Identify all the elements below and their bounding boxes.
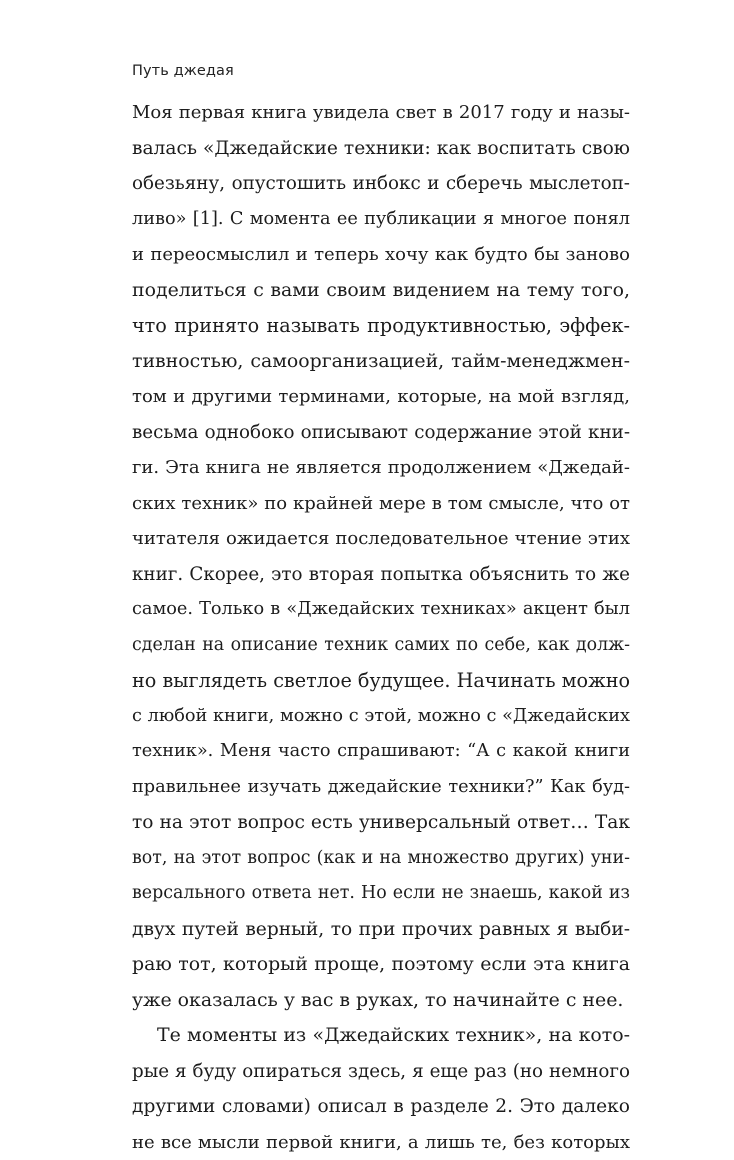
text-line: обезьяну, опустошить инбокс и сберечь мыслетоп- — [132, 166, 630, 202]
text-line: не все мысли первой книги, а лишь те, без которых — [132, 1125, 630, 1160]
text-line: и переосмыслил и теперь хочу как будто бы заново — [132, 237, 630, 273]
text-line: читателя ожидается последовательное чтение этих — [132, 521, 630, 557]
text-line: вот, на этот вопрос (как и на множество других) уни- — [132, 841, 630, 877]
text-line: что принято называть продуктивностью, эффек- — [132, 308, 630, 344]
text-line: то на этот вопрос есть универсальный ответ… Так — [132, 805, 630, 841]
text-line: Те моменты из «Джедайских техник», на кото- — [132, 1018, 630, 1054]
text-line: ги. Эта книга не является продолжением «Джедай- — [132, 450, 630, 486]
text-line: тивностью, самоорганизацией, тайм-менеджмен- — [132, 344, 630, 380]
paragraph-1 — [132, 95, 630, 1018]
text-line: самое. Только в «Джедайских техниках» акцент был — [132, 592, 630, 628]
paragraph-2 — [132, 1018, 630, 1160]
text-line: техник». Меня часто спрашивают: “А с какой книги — [132, 734, 630, 770]
text-line: книг. Скорее, это вторая попытка объяснить то же — [132, 557, 630, 593]
text-line: раю тот, который проще, поэтому если эта книга — [132, 947, 630, 983]
text-line: правильнее изучать джедайские техники?” Как буд- — [132, 770, 630, 806]
text-line: сделан на описание техник самих по себе, как долж- — [132, 628, 630, 664]
text-line: поделиться с вами своим видением на тему того, — [132, 273, 630, 309]
text-line: рые я буду опираться здесь, я еще раз (но немного — [132, 1054, 630, 1090]
text-line: валась «Джедайские техники: как воспитать свою — [132, 131, 630, 167]
text-line: Моя первая книга увидела свет в 2017 году и назы- — [132, 95, 630, 131]
text-line: двух путей верный, то при прочих равных я выби- — [132, 912, 630, 948]
running-head-title: Путь джедая — [132, 63, 234, 79]
text-line: другими словами) описал в разделе 2. Это далеко — [132, 1089, 630, 1125]
text-line: том и другими терминами, которые, на мой взгляд, — [132, 379, 630, 415]
text-line: весьма однобоко описывают содержание этой кни- — [132, 415, 630, 451]
text-line: ских техник» по крайней мере в том смысле, что от — [132, 486, 630, 522]
text-line: версального ответа нет. Но если не знаешь, какой из — [132, 876, 630, 912]
text-line: уже оказалась у вас в руках, то начинайте с нее. — [132, 983, 630, 1019]
text-line: но выглядеть светлое будущее. Начинать можно — [132, 663, 630, 699]
body-text — [132, 95, 630, 1160]
text-line: ливо» [1]. С момента ее публикации я многое понял — [132, 202, 630, 238]
text-line: с любой книги, можно с этой, можно с «Джедайских — [132, 699, 630, 735]
